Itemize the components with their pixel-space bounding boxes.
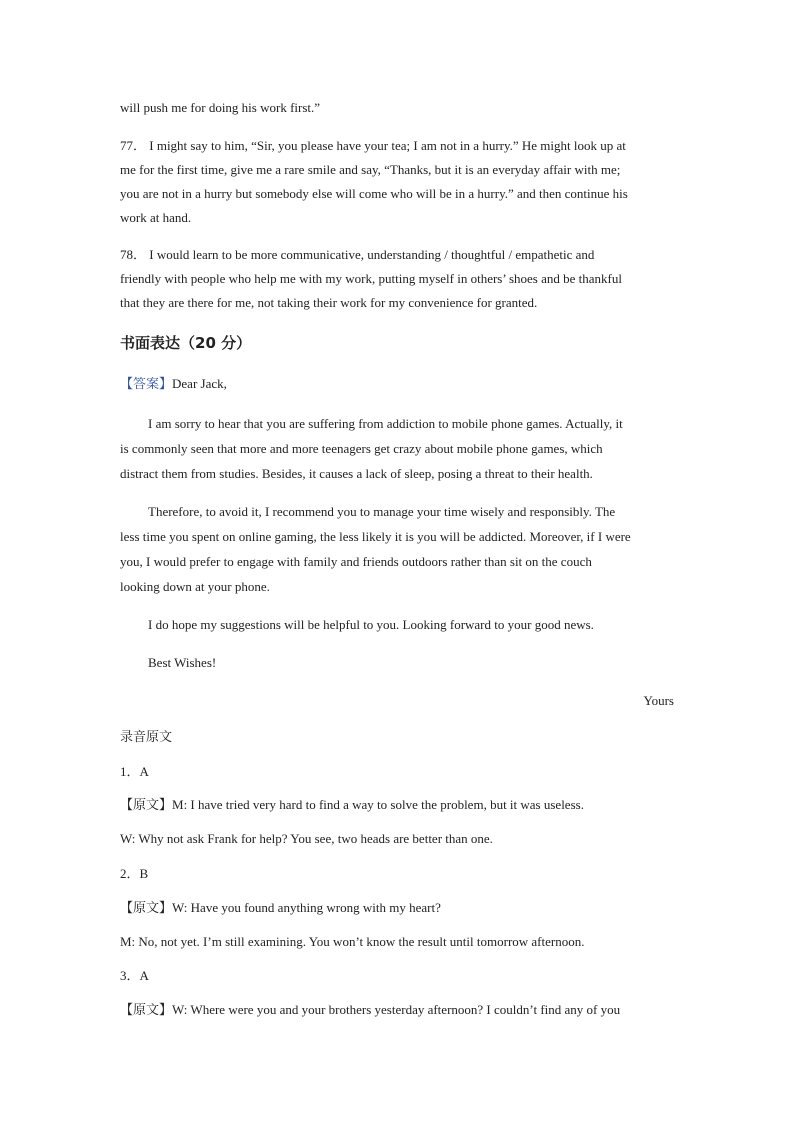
transcript-item-2-number: 2．B (120, 866, 149, 881)
salutation: Dear Jack, (172, 376, 227, 391)
transcript-item-3-line-1 (120, 1002, 620, 1019)
essay-closing: Best Wishes! (148, 655, 217, 670)
essay-p1-line-3: distract them from studies. Besides, it causes a lack of sleep, posing a threat to their health. (120, 466, 593, 481)
essay-p2-line-4: looking down at your phone. (120, 579, 270, 594)
transcript-text: M: I have tried very hard to find a way to solve the problem, but it was useless. (172, 797, 584, 812)
transcript-text: W: Have you found anything wrong with my heart? (172, 900, 441, 915)
transcript-tag: 【原文】 (120, 901, 173, 916)
answer-78-line-2: friendly with people who help me with my work, putting myself in others’ shoes and be thankful (120, 271, 622, 286)
transcript-item-1-line-2: W: Why not ask Frank for help? You see, two heads are better than one. (120, 831, 493, 846)
answer-78-line-3: that they are there for me, not taking their work for my convenience for granted. (120, 295, 538, 310)
transcript-item-2-line-1 (120, 900, 441, 917)
essay-p1-line-1: I am sorry to hear that you are suffering from addiction to mobile phone games. Actually, it (148, 416, 623, 431)
answer-77-line-3: you are not in a hurry but somebody else will come who will be in a hurry.” and then continue his (120, 186, 628, 201)
transcript-tag: 【原文】 (120, 798, 173, 813)
essay-p2-line-3: you, I would prefer to engage with family and friends outdoors rather than sit on the couch (120, 554, 592, 569)
writing-section-heading: 书面表达（20 分） (120, 334, 252, 352)
essay-p3: I do hope my suggestions will be helpful to you. Looking forward to your good news. (148, 617, 594, 632)
answer-77-line-4: work at hand. (120, 210, 192, 225)
transcript-text: W: Where were you and your brothers yesterday afternoon? I couldn’t find any of you (172, 1002, 621, 1017)
essay-p1-line-2: is commonly seen that more and more teenagers get crazy about mobile phone games, which (120, 441, 603, 456)
essay-p2-line-1: Therefore, to avoid it, I recommend you to manage your time wisely and responsibly. The (148, 504, 616, 519)
transcript-item-3-number: 3．A (120, 968, 149, 983)
answer-77-line-1: 77． I might say to him, “Sir, you please have your tea; I am not in a hurry.” He might look up at (120, 138, 626, 153)
transcript-heading: 录音原文 (120, 730, 173, 745)
essay-p2-line-2: less time you spent on online gaming, the less likely it is you will be addicted. Moreover, if I were (120, 529, 631, 544)
answer-77-line-2: me for the first time, give me a rare smile and say, “Thanks, but it is an everyday affair with me; (120, 162, 621, 177)
writing-answer-line (120, 376, 227, 393)
answer-78-line-1: 78． I would learn to be more communicative, understanding / thoughtful / empathetic and (120, 247, 595, 262)
transcript-item-2-line-2: M: No, not yet. I’m still examining. You won’t know the result until tomorrow afternoon. (120, 934, 585, 949)
answer-76-end: will push me for doing his work first.” (120, 100, 321, 115)
transcript-item-1-line-1 (120, 797, 584, 814)
answer-tag: 【答案】 (120, 377, 173, 392)
transcript-item-1-number: 1．A (120, 764, 149, 779)
essay-signature: Yours (643, 693, 674, 708)
transcript-tag: 【原文】 (120, 1003, 173, 1018)
